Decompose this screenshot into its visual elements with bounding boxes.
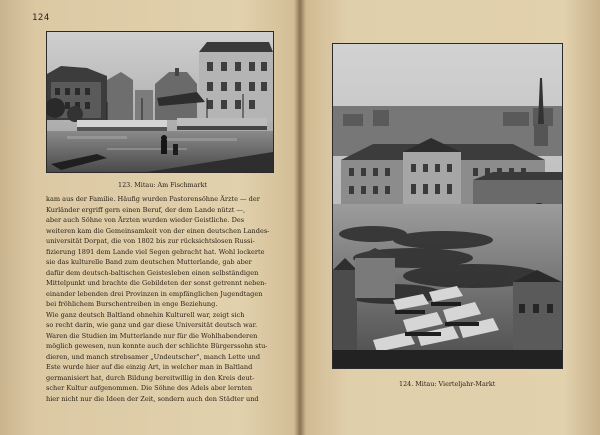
text-line: bei fröhlichem Burschentreiben in enge Beziehung.: [46, 300, 218, 308]
text-line: Wie ganz deutsch Baltland ohnehin Kulturell war, zeigt sich: [46, 310, 245, 319]
body-text: [46, 194, 274, 404]
text-line: weiteren kam die Gemeinsamkeit von der einen deutschen Landes-: [46, 226, 270, 235]
quarterly-market-illustration: [333, 44, 562, 368]
fish-market-photo: [46, 31, 274, 173]
text-line: germanisiert hat, durch Bildung bereitwillig in den Kreis deut-: [46, 373, 255, 382]
fish-market-illustration: [47, 32, 273, 172]
text-line: kam aus der Familie. Häufig wurden Pastorensöhne Ärzte — der: [46, 195, 260, 203]
text-line: Waren die Studien im Mutterlande nur für die Wohlhabenderen: [46, 331, 258, 340]
text-line: dafür dem deutsch-baltischen Geistesleben einen selbständigen: [46, 268, 259, 277]
left-page: [0, 0, 298, 435]
page-number: 124: [32, 13, 50, 23]
text-line: sie das kulturelle Band zum deutschen Mutterlande, gab aber: [46, 258, 252, 266]
text-line: hier nicht nur die Ideen der Zeit, sondern auch den Städter und: [46, 394, 259, 403]
fish-market-caption: 123. Mitau: Am Fischmarkt: [118, 181, 208, 189]
text-line: Kurländer ergriff gern einen Beruf, der dem Lande nützt —,: [46, 205, 246, 214]
text-line: möglich gewesen, nun konnte auch der schlichte Bürgerssohn stu-: [46, 342, 268, 350]
right-page: [303, 0, 600, 435]
text-line: dieren, und manch strebsamer „Undeutscher", manch Lette und: [46, 352, 261, 361]
text-line: universität Dorpat, die von 1802 bis zur rücksichtslosen Russi-: [46, 237, 255, 245]
text-line: einander lebenden drei Provinzen in empfänglichen Jugendtagen: [46, 289, 263, 298]
quarterly-market-caption: 124. Mitau: Vierteljahr-Markt: [399, 380, 496, 388]
quarterly-market-photo: [332, 43, 563, 369]
text-line: Este wurde hier auf die einzig Art, in welcher man in Baltland: [46, 363, 253, 371]
text-line: so recht darin, wie ganz und gar diese Universität deutsch war.: [46, 321, 258, 329]
text-line: aber auch Söhne von Ärzten wurden wieder Geistliche. Des: [46, 216, 245, 224]
text-line: Mittelpunkt und brachte die Gebildeten der sonst getrennt neben-: [46, 279, 267, 287]
text-line: scher Kultur aufgenommen. Die Söhne des Adels aber lernten: [46, 384, 253, 392]
text-line: fizierung 1891 dem Lande viel Segen gebracht hat. Wohl lockerte: [46, 247, 265, 256]
